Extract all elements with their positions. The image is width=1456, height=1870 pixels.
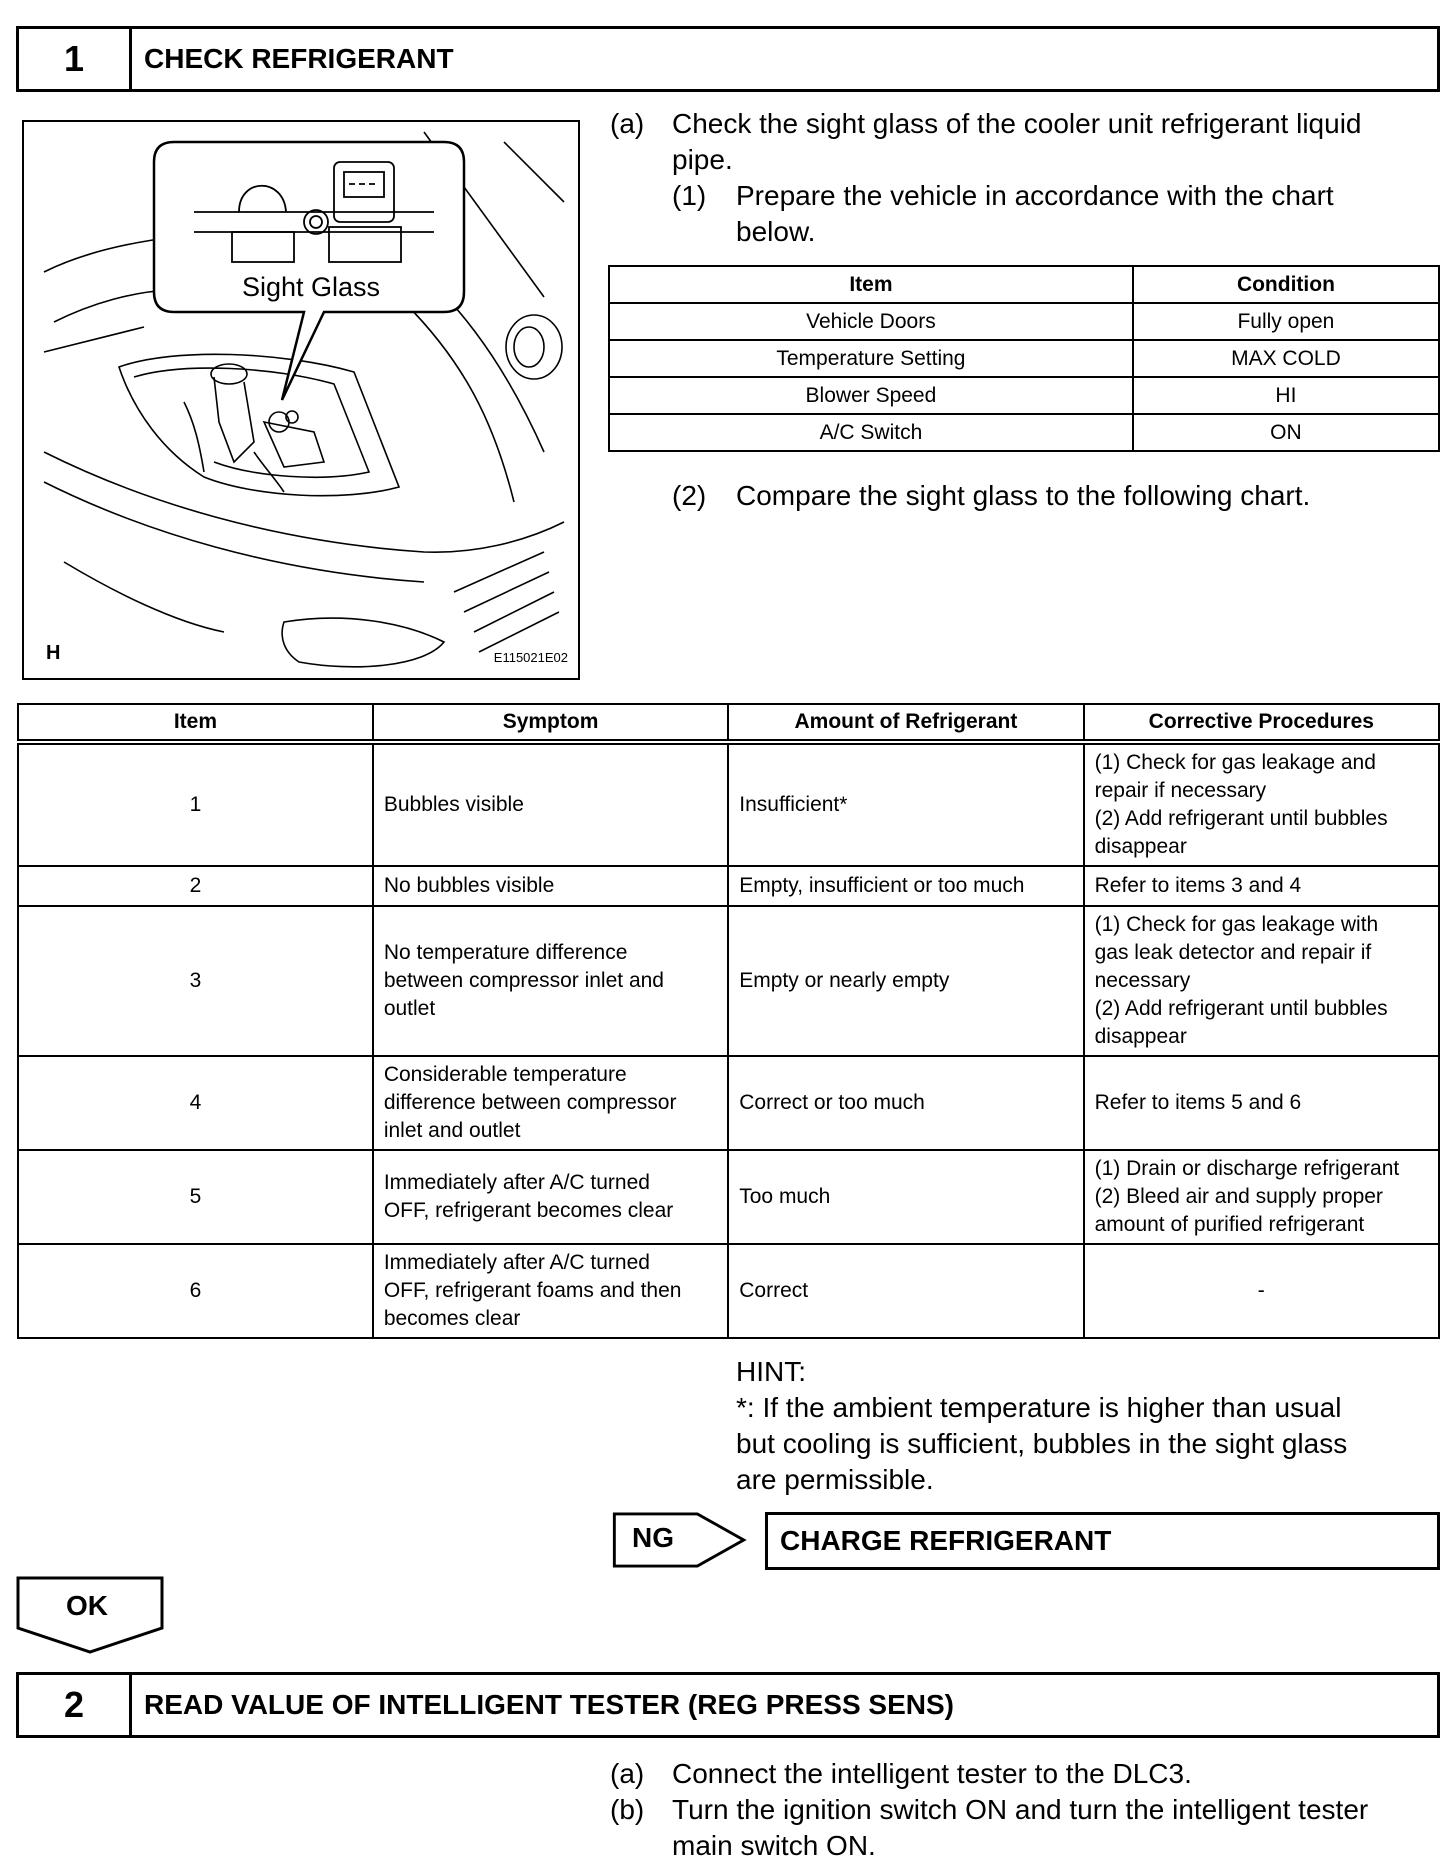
column-header: Amount of Refrigerant [728, 704, 1083, 742]
cell-line: amount of purified refrigerant [1094, 1213, 1365, 1236]
symptom-cell [373, 742, 728, 866]
cell-line: between compressor inlet and [383, 969, 664, 992]
instruction-a-line1: Check the sight glass of the cooler unit refrigerant liquid [672, 108, 1362, 139]
step2-b-marker: (b) [610, 1794, 645, 1825]
amount-cell: Empty, insufficient or too much [728, 866, 1083, 906]
table-row [609, 414, 1439, 451]
hint-label: HINT: [736, 1356, 806, 1387]
step2-b-line1: Turn the ignition switch ON and turn the intelligent tester [672, 1794, 1369, 1825]
cell-line: OFF, refrigerant becomes clear [383, 1199, 674, 1222]
sight-glass-illustration [22, 120, 580, 680]
table-cell: MAX COLD [1133, 340, 1439, 377]
ng-label: NG [632, 1522, 674, 1553]
table-row [609, 303, 1439, 340]
instruction-a1-marker: (1) [672, 180, 707, 211]
cell-line: gas leak detector and repair if [1094, 941, 1372, 964]
procedure-cell [1084, 1150, 1439, 1244]
instruction-a2-marker: (2) [672, 480, 707, 511]
step-title: READ VALUE OF INTELLIGENT TESTER (REG PRESS SENS) [144, 1689, 954, 1720]
symptom-cell [373, 1244, 728, 1338]
symptom-cell [373, 1150, 728, 1244]
item-cell: 4 [18, 1056, 373, 1150]
item-cell: 6 [18, 1244, 373, 1338]
cell-line: outlet [383, 997, 436, 1020]
sight-glass-symptom-table [17, 703, 1440, 1339]
sight-glass-label: Sight Glass [241, 272, 381, 302]
figure-code: E115021E02 [493, 650, 568, 665]
cell-line: disappear [1094, 1025, 1187, 1048]
table-header-row [18, 704, 1439, 742]
table-cell: Fully open [1133, 303, 1439, 340]
table-row [18, 906, 1439, 1056]
cell-line: - [1257, 1279, 1265, 1302]
cell-line: Refer to items 3 and 4 [1094, 874, 1302, 897]
table-row [18, 1244, 1439, 1338]
hint-line2: but cooling is sufficient, bubbles in the sight glass [736, 1428, 1348, 1459]
procedure-cell [1084, 742, 1439, 866]
table-cell: Temperature Setting [609, 340, 1133, 377]
symptom-cell [373, 866, 728, 906]
instruction-a1-line1: Prepare the vehicle in accordance with the chart [736, 180, 1334, 211]
ng-action-box: CHARGE REFRIGERANT [765, 1512, 1440, 1570]
symptom-cell [373, 1056, 728, 1150]
cell-line: Considerable temperature [383, 1063, 627, 1086]
instruction-a1-line2: below. [736, 216, 816, 247]
table-row [609, 340, 1439, 377]
ng-arrow-icon [610, 1512, 750, 1568]
cell-line: difference between compressor [383, 1091, 677, 1114]
table-cell: HI [1133, 377, 1439, 414]
item-cell: 5 [18, 1150, 373, 1244]
procedure-cell [1084, 866, 1439, 906]
cell-line: repair if necessary [1094, 779, 1267, 802]
amount-cell: Too much [728, 1150, 1083, 1244]
column-header: Symptom [373, 704, 728, 742]
vehicle-condition-table [608, 265, 1440, 452]
cell-line: OFF, refrigerant foams and then [383, 1279, 682, 1302]
engine-bay-drawing [24, 122, 578, 678]
amount-cell: Empty or nearly empty [728, 906, 1083, 1056]
ok-label: OK [66, 1590, 108, 1621]
instruction-a-line2: pipe. [672, 144, 733, 175]
column-header: Corrective Procedures [1084, 704, 1439, 742]
item-cell: 2 [18, 866, 373, 906]
amount-cell: Correct [728, 1244, 1083, 1338]
cell-line: becomes clear [383, 1307, 521, 1330]
cell-line: (1) Drain or discharge refrigerant [1094, 1157, 1400, 1180]
instruction-a-marker: (a) [610, 108, 645, 139]
cell-line: No bubbles visible [383, 874, 555, 897]
step-1-header [16, 26, 1440, 92]
cell-line: Bubbles visible [383, 793, 524, 816]
cell-line: No temperature difference [383, 941, 628, 964]
column-header: Item [18, 704, 373, 742]
step-number: 1 [19, 29, 132, 89]
step-2-header [16, 1672, 1440, 1738]
cell-line: inlet and outlet [383, 1119, 521, 1142]
step-number: 2 [19, 1675, 132, 1735]
step-title: CHECK REFRIGERANT [144, 43, 454, 74]
step2-a-text: Connect the intelligent tester to the DLC3. [672, 1758, 1192, 1789]
hint-line3: are permissible. [736, 1464, 934, 1495]
cell-line: disappear [1094, 835, 1187, 858]
step2-b-line2: main switch ON. [672, 1830, 876, 1861]
item-cell: 3 [18, 906, 373, 1056]
amount-cell: Correct or too much [728, 1056, 1083, 1150]
column-header: Item [609, 266, 1133, 303]
cell-line: (2) Bleed air and supply proper [1094, 1185, 1383, 1208]
table-row [609, 377, 1439, 414]
table-row [18, 1056, 1439, 1150]
hint-line1: *: If the ambient temperature is higher than usual [736, 1392, 1342, 1423]
instruction-a2-text: Compare the sight glass to the following chart. [736, 480, 1311, 511]
table-cell: ON [1133, 414, 1439, 451]
step2-a-marker: (a) [610, 1758, 645, 1789]
cell-line: Immediately after A/C turned [383, 1251, 650, 1274]
symptom-cell [373, 906, 728, 1056]
procedure-cell [1084, 1056, 1439, 1150]
cell-line: (2) Add refrigerant until bubbles [1094, 997, 1388, 1020]
procedure-cell [1084, 906, 1439, 1056]
table-row [18, 866, 1439, 906]
cell-line: necessary [1094, 969, 1191, 992]
table-cell: Blower Speed [609, 377, 1133, 414]
item-cell: 1 [18, 742, 373, 866]
cell-line: (2) Add refrigerant until bubbles [1094, 807, 1388, 830]
table-header-row [609, 266, 1439, 303]
cell-line: (1) Check for gas leakage with [1094, 913, 1379, 936]
table-row [18, 1150, 1439, 1244]
cell-line: (1) Check for gas leakage and [1094, 751, 1376, 774]
table-cell: Vehicle Doors [609, 303, 1133, 340]
table-cell: A/C Switch [609, 414, 1133, 451]
amount-cell: Insufficient* [728, 742, 1083, 866]
procedure-cell [1084, 1244, 1439, 1338]
cell-line: Refer to items 5 and 6 [1094, 1091, 1302, 1114]
table-row [18, 742, 1439, 866]
cell-line: Immediately after A/C turned [383, 1171, 650, 1194]
view-corner-letter: H [46, 642, 61, 664]
column-header: Condition [1133, 266, 1439, 303]
